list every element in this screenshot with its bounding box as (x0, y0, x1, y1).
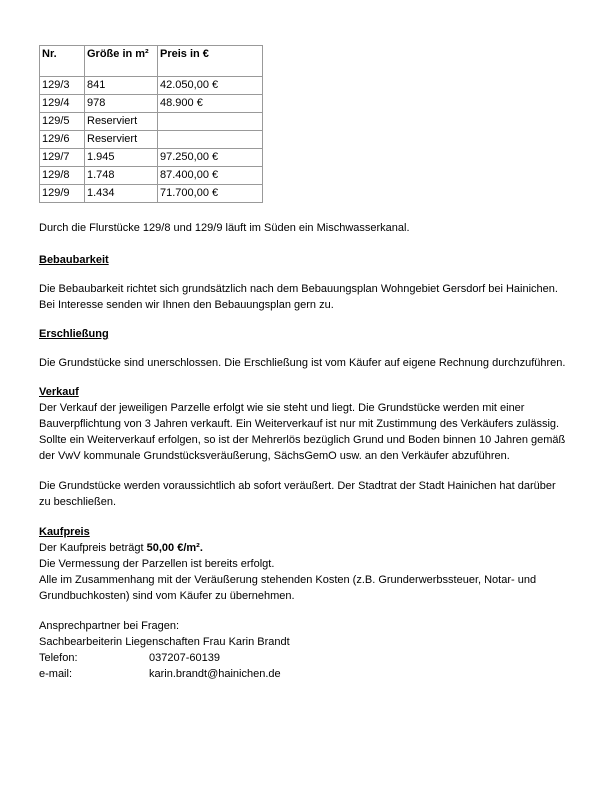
bebaubarkeit-text: Die Bebaubarkeit richtet sich grundsätzlich nach dem Bebauungsplan Wohngebiet Gersdorf bei Hainichen. Bei Interesse senden wir Ihnen den Bebauungsplan gern zu. (39, 283, 558, 311)
erschliessung-heading: Erschließung (39, 328, 109, 340)
cell-nr: 129/7 (40, 149, 85, 167)
cell-size: Reserviert (85, 113, 158, 131)
cell-nr: 129/4 (40, 95, 85, 113)
cell-size: Reserviert (85, 131, 158, 149)
intro-text: Durch die Flurstücke 129/8 und 129/9 läuft im Süden ein Mischwasserkanal. (39, 222, 410, 234)
kaufpreis-prefix: Der Kaufpreis beträgt (39, 542, 147, 554)
cell-nr: 129/3 (40, 77, 85, 95)
cell-price: 97.250,00 € (158, 149, 263, 167)
document-page (39, 45, 569, 682)
verkauf-text-2: Die Grundstücke werden voraussichtlich ab sofort veräußert. Der Stadtrat der Stadt Hainichen hat darüber zu beschließen. (39, 480, 556, 508)
email-label: e-mail: (39, 668, 73, 680)
section-bebaubarkeit (39, 252, 569, 313)
kaufpreis-line-3: Alle im Zusammenhang mit der Veräußerung stehenden Kosten (z.B. Grunderwerbssteuer, Notar- und Grundbuchkosten) sind vom Käufer zu übernehmen. (39, 574, 537, 602)
cell-size: 841 (85, 77, 158, 95)
cell-price: 87.400,00 € (158, 167, 263, 185)
phone-value: 037207-60139 (149, 652, 220, 664)
contact-phone-row (39, 650, 569, 666)
header-size: Größe in m² (85, 46, 158, 77)
section-contact (39, 618, 569, 682)
table-row (40, 131, 263, 149)
bebaubarkeit-heading: Bebaubarkeit (39, 254, 109, 266)
verkauf-text: Der Verkauf der jeweiligen Parzelle erfolgt wie sie steht und liegt. Die Grundstücke werden mit einer Bauverpflichtung von 3 Jahren verkauft. Ein Weiterverkauf ist nur mit Zustimmung des Verkäufers zulässig. Sollte ein Weiterverkauf erfolgen, so ist der Mehrerlös bezüglich Grund und Boden binnen 10 Jahren gemäß der VwV kommunale Grundstücksveräußerung, SächsGemO usw. an den Verkäufer abzuführen. (39, 402, 566, 462)
contact-person: Sachbearbeiterin Liegenschaften Frau Karin Brandt (39, 636, 290, 648)
table-header-row (40, 46, 263, 77)
erschliessung-text: Die Grundstücke sind unerschlossen. Die Erschließung ist vom Käufer auf eigene Rechnung durchzuführen. (39, 357, 566, 369)
section-verkauf (39, 384, 569, 510)
cell-size: 1.434 (85, 185, 158, 203)
cell-price (158, 113, 263, 131)
verkauf-heading: Verkauf (39, 386, 79, 398)
cell-nr: 129/6 (40, 131, 85, 149)
cell-nr: 129/8 (40, 167, 85, 185)
table-row (40, 167, 263, 185)
cell-size: 1.945 (85, 149, 158, 167)
cell-size: 978 (85, 95, 158, 113)
table-row (40, 77, 263, 95)
email-value: karin.brandt@hainichen.de (149, 668, 281, 680)
kaufpreis-line-2: Die Vermessung der Parzellen ist bereits erfolgt. (39, 558, 275, 570)
contact-intro: Ansprechpartner bei Fragen: (39, 620, 180, 632)
table-row (40, 113, 263, 131)
kaufpreis-line-1 (39, 540, 569, 556)
cell-price (158, 131, 263, 149)
section-kaufpreis (39, 524, 569, 604)
cell-nr: 129/5 (40, 113, 85, 131)
section-erschliessung (39, 326, 569, 371)
table-row (40, 149, 263, 167)
table-row (40, 95, 263, 113)
kaufpreis-value: 50,00 €/m². (146, 542, 203, 554)
cell-size: 1.748 (85, 167, 158, 185)
cell-nr: 129/9 (40, 185, 85, 203)
table-row (40, 185, 263, 203)
cell-price: 71.700,00 € (158, 185, 263, 203)
kaufpreis-heading: Kaufpreis (39, 526, 90, 538)
cell-price: 42.050,00 € (158, 77, 263, 95)
header-price: Preis in € (158, 46, 263, 77)
cell-price: 48.900 € (158, 95, 263, 113)
plots-table (39, 45, 263, 203)
header-nr: Nr. (40, 46, 85, 77)
phone-label: Telefon: (39, 652, 78, 664)
contact-email-row (39, 666, 569, 682)
